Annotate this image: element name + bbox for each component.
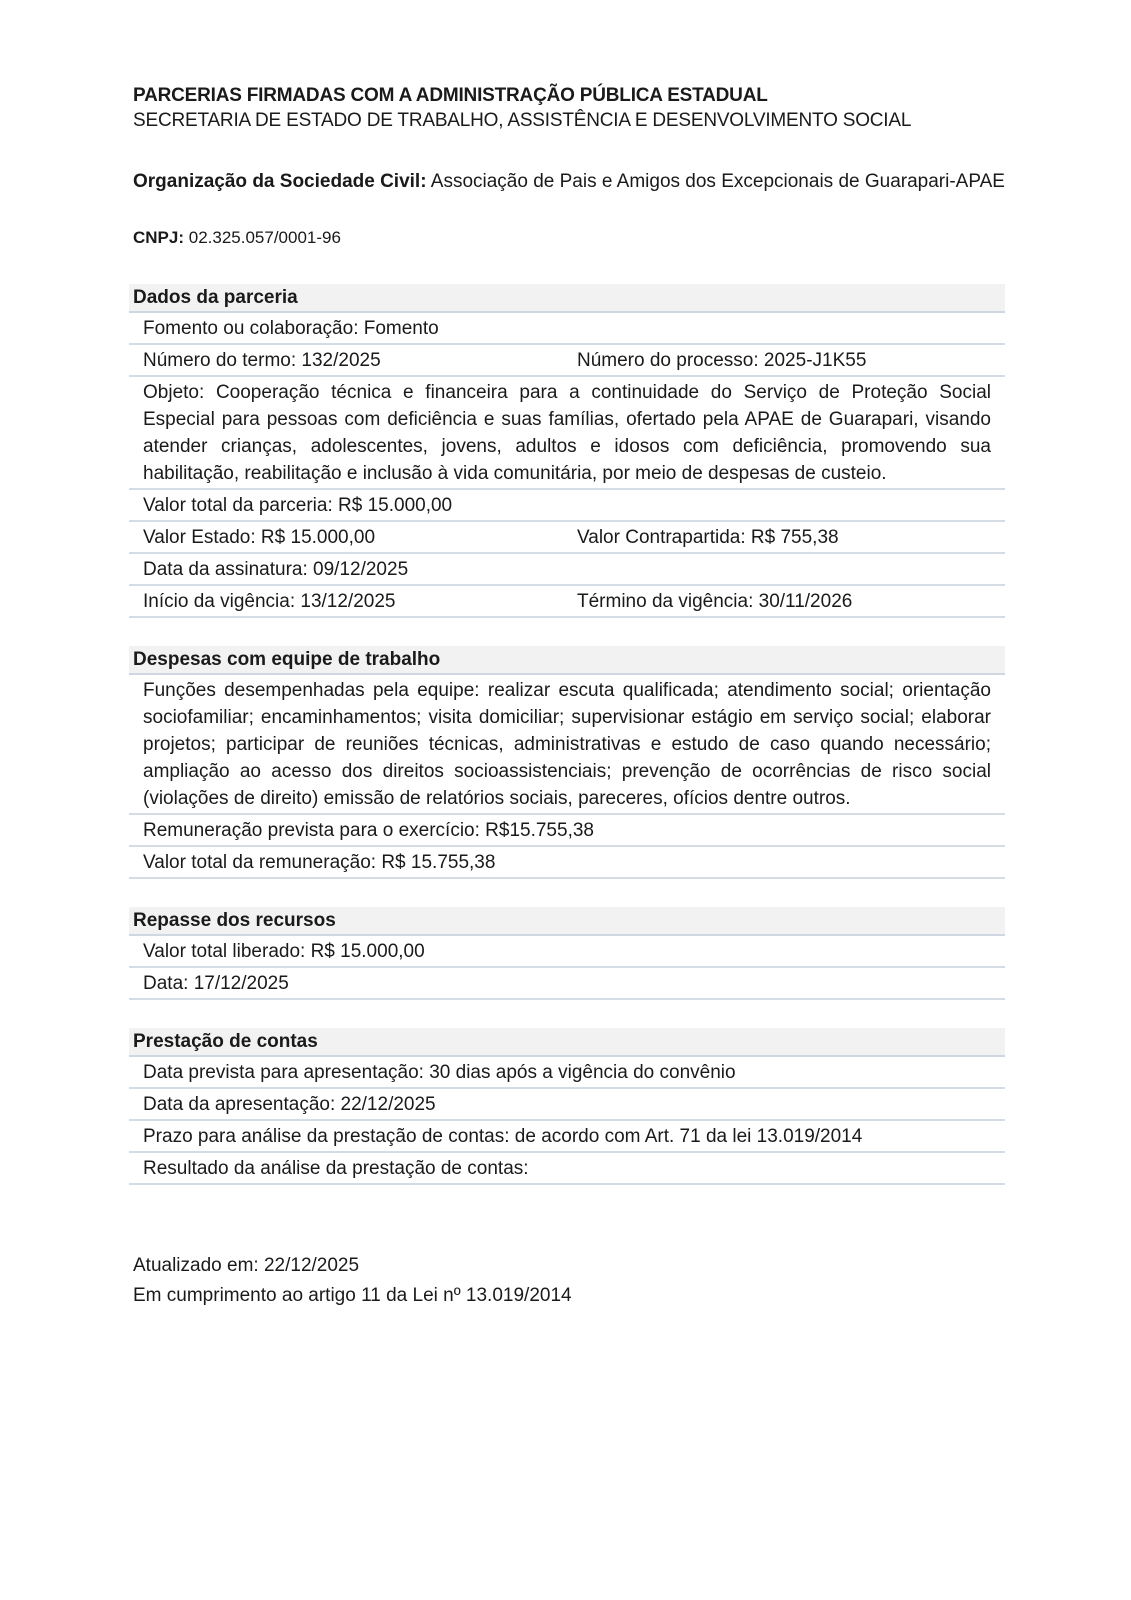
resultado-analise-field: Resultado da análise da prestação de contas: [143,1158,529,1179]
row-termo-processo [129,345,1005,377]
fomento-field: Fomento ou colaboração: Fomento [143,318,439,339]
document-page [133,84,1005,1311]
document-title: PARCERIAS FIRMADAS COM A ADMINISTRAÇÃO PÚBLICA ESTADUAL [133,85,768,106]
org-value: Associação de Pais e Amigos dos Excepcionais de Guarapari-APAE [426,171,1005,192]
document-subtitle: SECRETARIA DE ESTADO DE TRABALHO, ASSISTÊNCIA E DESENVOLVIMENTO SOCIAL [133,110,912,131]
row-assinatura [129,554,1005,586]
valor-total-remuneracao-field: Valor total da remuneração: R$ 15.755,38 [143,852,496,873]
section-despesas-equipe [129,646,1005,879]
cumprimento-lei: Em cumprimento ao artigo 11 da Lei nº 13.019/2014 [133,1285,572,1306]
row-valor-total [129,490,1005,522]
cnpj-label: CNPJ: [133,228,185,247]
org-label: Organização da Sociedade Civil: [133,171,427,192]
row-data-prevista [129,1057,1005,1089]
section-title: Prestação de contas [129,1028,1005,1057]
funcoes-field: Funções desempenhadas pela equipe: realizar escuta qualificada; atendimento social; orientação sociofamiliar; encaminhamentos; visita domiciliar; supervisionar estágio em serviço social; elaborar projetos; participar de reuniões técnicas, administrativas e estudo de caso quando necessário; ampliação ao acesso dos direitos socioassistenciais; prevenção de ocorrências de risco social (violações de direito) emissão de relatórios sociais, pareceres, ofícios dentre outros. [129,675,1005,815]
termo-field: Número do termo: 132/2025 [143,350,381,371]
row-fomento [129,313,1005,345]
prazo-analise-field: Prazo para análise da prestação de contas: de acordo com Art. 71 da lei 13.019/2014 [143,1126,863,1147]
row-valor-liberado [129,936,1005,968]
row-valores [129,522,1005,554]
valor-contrapartida-field: Valor Contrapartida: R$ 755,38 [577,527,839,548]
section-title: Dados da parceria [129,284,1005,313]
objeto-field: Objeto: Cooperação técnica e financeira para a continuidade do Serviço de Proteção Social Especial para pessoas com deficiência e suas famílias, ofertado pela APAE de Guarapari, visando atender crianças, adolescentes, jovens, adultos e idosos com deficiência, promovendo sua habilitação, reabilitação e inclusão à vida comunitária, por meio de despesas de custeio. [129,377,1005,490]
data-repasse-field: Data: 17/12/2025 [143,973,289,994]
document-footer [133,1251,1005,1311]
section-title: Despesas com equipe de trabalho [129,646,1005,675]
inicio-vigencia-field: Início da vigência: 13/12/2025 [143,591,396,612]
row-data-repasse [129,968,1005,1000]
cnpj-value: 02.325.057/0001-96 [184,228,341,247]
org-info [133,168,1005,196]
valor-total-field: Valor total da parceria: R$ 15.000,00 [143,495,453,516]
termino-vigencia-field: Término da vigência: 30/11/2026 [577,591,853,612]
data-apresentacao-field: Data da apresentação: 22/12/2025 [143,1094,436,1115]
section-repasse-recursos [129,907,1005,1000]
row-data-apresentacao [129,1089,1005,1121]
data-assinatura-field: Data da assinatura: 09/12/2025 [143,559,409,580]
section-prestacao-contas [129,1028,1005,1185]
cnpj-info [133,226,1005,250]
row-prazo-analise [129,1121,1005,1153]
row-resultado-analise [129,1153,1005,1185]
processo-field: Número do processo: 2025-J1K55 [577,350,867,371]
atualizado-em: Atualizado em: 22/12/2025 [133,1255,360,1276]
valor-liberado-field: Valor total liberado: R$ 15.000,00 [143,941,425,962]
row-valor-remuneracao [129,847,1005,879]
section-dados-parceria [129,284,1005,618]
row-vigencia [129,586,1005,618]
row-remuneracao-prevista [129,815,1005,847]
data-prevista-field: Data prevista para apresentação: 30 dias após a vigência do convênio [143,1062,736,1083]
section-title: Repasse dos recursos [129,907,1005,936]
valor-estado-field: Valor Estado: R$ 15.000,00 [143,527,376,548]
remuneracao-prevista-field: Remuneração prevista para o exercício: R$15.755,38 [143,820,594,841]
